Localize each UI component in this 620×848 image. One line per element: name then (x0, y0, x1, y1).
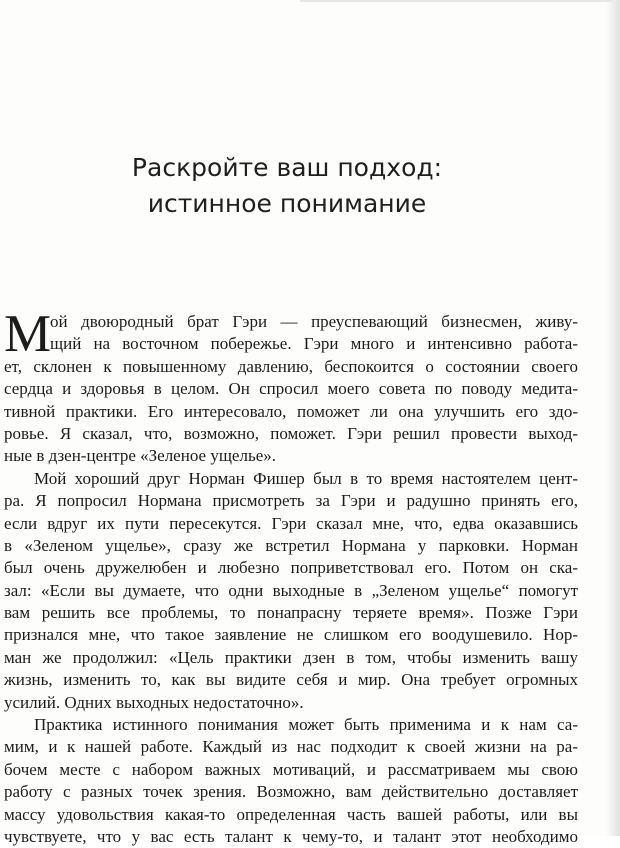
page-fold-shadow (606, 0, 620, 836)
text-line: ет, склонен к повышенному давлению, беспокоится о состоянии своего (4, 356, 578, 376)
text-line: бочем месте с набором важных мотиваций, и рассматриваем мы свою (4, 759, 578, 779)
text-line: ой двоюродный брат Гэри — преуспевающий бизнесмен, живу- (50, 312, 578, 331)
text-line: массу удовольствия какая-то определенная часть вашей работы, или вы (4, 804, 578, 824)
text-line: тивной практики. Его интересовало, поможет ли она улучшить его здо- (4, 401, 578, 421)
text-line: сердца и здоровья в целом. Он спросил моего совета по поводу медита- (4, 379, 578, 399)
text-line: щий на восточном побережье. Гэри много и интенсивно работа- (50, 334, 578, 354)
chapter-title-line-1: Раскройте ваш подход: (131, 153, 443, 182)
text-line: был очень дружелюбен и любезно поприветствовал его. Потом он ска- (4, 558, 578, 578)
body-text (4, 305, 578, 848)
text-line: ровье. Я сказал, что, возможно, поможет. Гэри решил провести выход- (4, 423, 578, 443)
text-line: ные в дзен-центре «Зеленое ущелье». (4, 446, 276, 466)
text-line: признался мне, что такое заявление не слишком его воодушевило. Нор- (4, 625, 578, 645)
chapter-title (0, 150, 574, 222)
text-line: ра. Я попросил Нормана присмотреть за Гэри и радушно принять его, (4, 491, 578, 511)
text-line: зал: «Если вы думаете, что одни выходные в „Зеленом ущелье“ помогут (4, 580, 578, 600)
text-line: усилий. Одних выходных недостаточно». (4, 692, 304, 712)
drop-cap: М (4, 305, 52, 363)
text-line: если вдруг их пути пересекутся. Гэри сказал мне, что, едва оказавшись (4, 513, 578, 533)
chapter-title-line-2: истинное понимание (147, 189, 427, 218)
text-line: вам решить все проблемы, то понапрасну теряете время». Позже Гэри (4, 603, 578, 623)
text-line: работу с разных точек зрения. Возможно, вам действительно доставляет (4, 782, 578, 802)
text-line: Практика истинного понимания может быть применима и к нам са- (34, 715, 578, 735)
text-line: мим, и к нашей работе. Каждый из нас подходит к своей жизни на ра- (4, 737, 578, 757)
text-line: чувствуете, что у вас есть талант к чему-то, и талант этот необходимо (4, 826, 578, 846)
text-line: жизнь, изменить то, как вы видите себя и мир. Она требует огромных (4, 670, 578, 690)
top-edge-line (300, 0, 620, 2)
text-line: Мой хороший друг Норман Фишер был в то время настоятелем цент- (34, 468, 578, 488)
text-line: ман же продолжил: «Цель практики дзен в том, чтобы изменить вашу (4, 647, 578, 667)
text-line: в «Зеленом ущелье», сразу же встретил Нормана у парковки. Норман (4, 535, 578, 555)
